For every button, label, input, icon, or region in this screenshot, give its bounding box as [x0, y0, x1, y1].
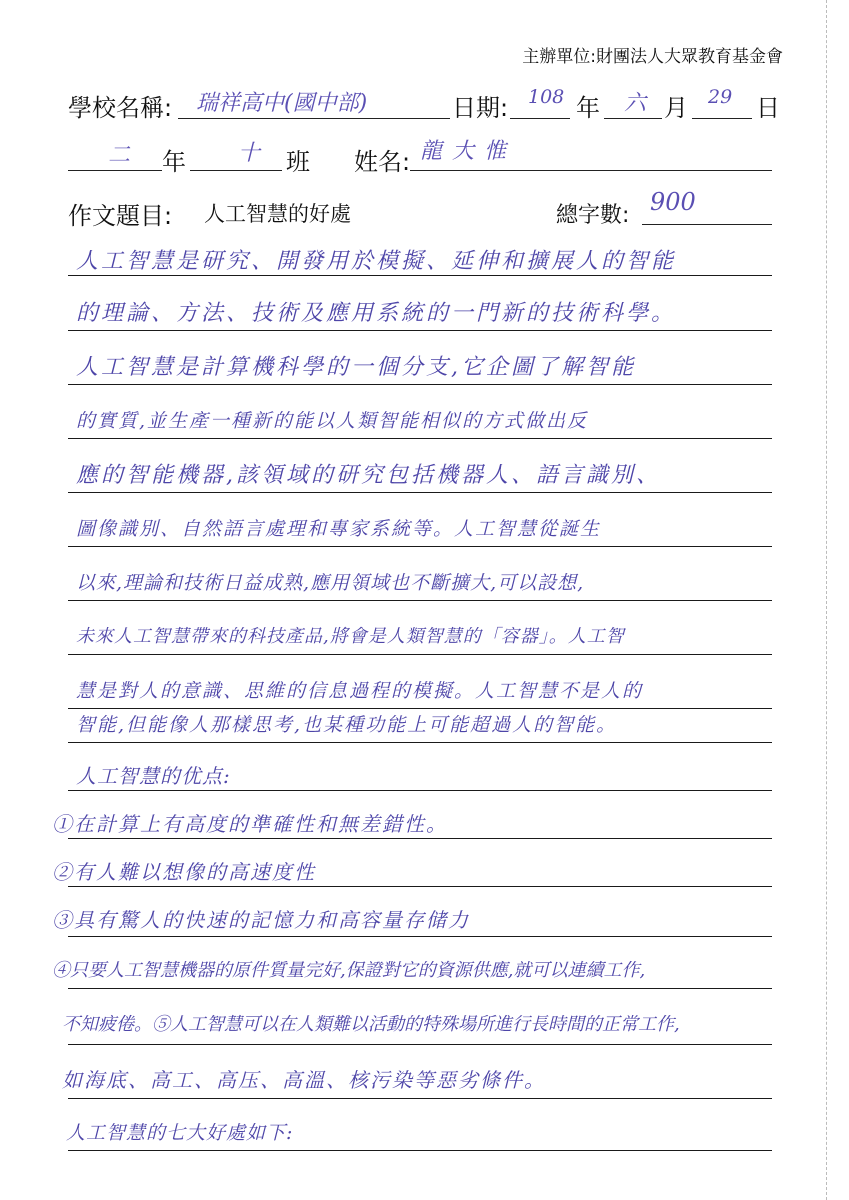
- essay-line: ①在計算上有高度的準確性和無差錯性。: [52, 812, 448, 836]
- grade-value: 二: [108, 143, 131, 168]
- topic-value: 人工智慧的好處: [204, 202, 351, 226]
- ruled-line: [68, 384, 772, 385]
- grade-label: 年: [162, 148, 186, 176]
- class-value: 十: [238, 141, 261, 166]
- date-year: 108: [528, 86, 565, 108]
- essay-line: 人工智慧是計算機科學的一個分支,它企圖了解智能: [76, 355, 636, 380]
- ruled-line: [68, 275, 772, 276]
- ruled-line: [68, 886, 772, 887]
- school-value: 瑞祥高中(國中部): [196, 91, 368, 116]
- class-underline: [190, 170, 282, 171]
- page-edge: [826, 0, 827, 1200]
- grade-underline: [68, 170, 162, 171]
- essay-line: 慧是對人的意識、思維的信息過程的模擬。人工智慧不是人的: [76, 680, 644, 702]
- ruled-line: [68, 936, 772, 937]
- date-label: 日期:: [452, 94, 509, 122]
- ruled-line: [68, 708, 772, 709]
- essay-line: ④只要人工智慧機器的原件質量完好,保證對它的資源供應,就可以連續工作,: [52, 960, 646, 981]
- ruled-line: [68, 600, 772, 601]
- essay-line: ②有人難以想像的高速度性: [52, 860, 316, 884]
- date-day: 29: [708, 86, 733, 108]
- month-label: 月: [664, 94, 688, 122]
- ruled-line: [68, 546, 772, 547]
- count-label: 總字數:: [556, 203, 630, 228]
- count-underline: [642, 224, 772, 225]
- essay-line: 人工智慧是研究、開發用於模擬、延伸和擴展人的智能: [76, 249, 677, 274]
- essay-line: 不知疲倦。⑤人工智慧可以在人類難以活動的特殊場所進行長時間的正常工作,: [62, 1014, 680, 1035]
- count-value: 900: [650, 188, 696, 216]
- essay-line: 的實質,並生產一種新的能以人類智能相似的方式做出反: [76, 410, 589, 432]
- ruled-line: [68, 654, 772, 655]
- ruled-line: [68, 1098, 772, 1099]
- school-underline: [178, 118, 450, 119]
- ruled-line: [68, 838, 772, 839]
- ruled-line: [68, 1150, 772, 1151]
- ruled-line: [68, 330, 772, 331]
- year-underline: [510, 118, 570, 119]
- day-label: 日: [756, 94, 780, 122]
- date-month: 六: [624, 91, 647, 116]
- essay-line: 的理論、方法、技術及應用系統的一門新的技術科學。: [76, 301, 677, 326]
- essay-line: ③具有驚人的快速的記憶力和高容量存储力: [52, 908, 470, 932]
- essay-line: 人工智慧的优点:: [76, 764, 231, 788]
- essay-line: 未來人工智慧帶來的科技產品,將會是人類智慧的「容器」。人工智: [76, 626, 625, 647]
- ruled-line: [68, 790, 772, 791]
- ruled-line: [68, 1044, 772, 1045]
- organizer-label: 主辦單位:財團法人大眾教育基金會: [522, 47, 783, 67]
- school-label: 學校名稱:: [68, 94, 173, 122]
- name-value: 龍大惟: [420, 139, 517, 164]
- day-underline: [692, 118, 752, 119]
- name-underline: [410, 170, 772, 171]
- essay-line: 智能,但能像人那樣思考,也某種功能上可能超過人的智能。: [76, 714, 618, 736]
- essay-line: 如海底、高工、高压、高溫、核污染等惡劣條件。: [62, 1068, 546, 1092]
- ruled-line: [68, 438, 772, 439]
- name-label: 姓名:: [354, 148, 411, 176]
- essay-line: 應的智能機器,該領域的研究包括機器人、語言識別、: [76, 463, 661, 488]
- essay-line: 人工智慧的七大好處如下:: [66, 1122, 294, 1144]
- year-label: 年: [576, 94, 600, 122]
- ruled-line: [68, 742, 772, 743]
- class-label: 班: [286, 148, 310, 176]
- ruled-line: [68, 492, 772, 493]
- essay-line: 圖像識別、自然語言處理和專家系統等。人工智慧從誕生: [76, 518, 602, 540]
- topic-label: 作文題目:: [68, 202, 173, 230]
- essay-line: 以來,理論和技術日益成熟,應用領域也不斷擴大,可以設想,: [76, 572, 585, 594]
- month-underline: [604, 118, 662, 119]
- ruled-line: [68, 988, 772, 989]
